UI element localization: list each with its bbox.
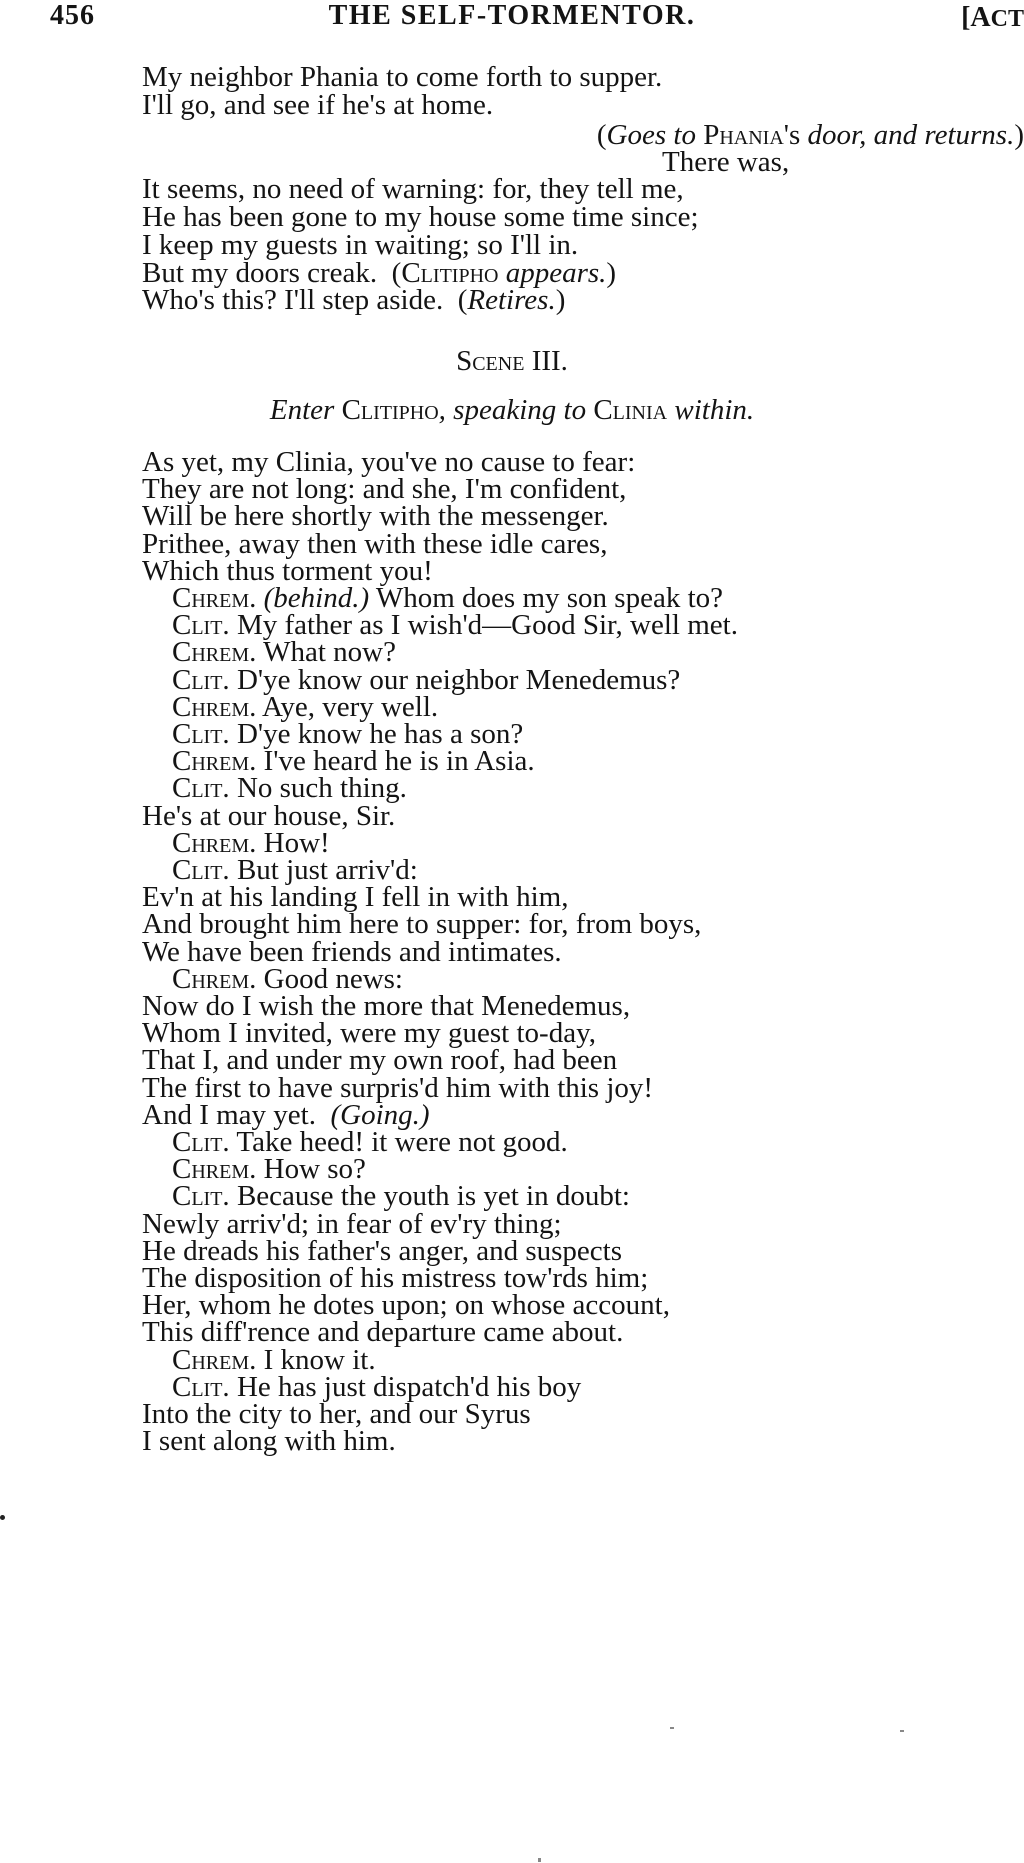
line-text: D'ye know our neighbor Menedemus?	[229, 664, 681, 696]
line-text: Take heed! it were not good.	[229, 1126, 568, 1158]
line-text: He dreads his father's anger, and suspects	[142, 1235, 622, 1267]
verse-line: He has been gone to my house some time since;	[142, 201, 699, 233]
line-text: Into the city to her, and our Syrus	[142, 1398, 531, 1430]
speaker-name: Chrem.	[172, 1344, 257, 1376]
line-text: I sent along with him.	[142, 1425, 396, 1457]
scene-heading: Scene III.	[456, 345, 568, 377]
line-text: No such thing.	[229, 772, 407, 804]
stage-direction: (behind.)	[263, 582, 370, 614]
line-text: Whom I invited, were my guest to-day,	[142, 1017, 596, 1049]
verse-line: Who's this? I'll step aside. (Retires.)	[142, 284, 566, 316]
page-speck	[900, 1730, 904, 1732]
speaker-name: Clit.	[172, 772, 230, 804]
scene-stage-direction: Enter Clitipho, speaking to Clinia within.	[269, 394, 755, 426]
line-text: He's at our house, Sir.	[142, 800, 396, 832]
stray-mark	[0, 1515, 5, 1520]
speaker-name: Chrem.	[172, 745, 257, 777]
line-text: Whom does my son speak to?	[369, 582, 724, 614]
speaker-name: Clit.	[172, 1126, 230, 1158]
verse-line	[142, 1424, 396, 1458]
verse-line: It seems, no need of warning: for, they tell me,	[142, 173, 684, 205]
verse-line: I keep my guests in waiting; so I'll in.	[142, 229, 579, 261]
speaker-name: Clit.	[172, 1371, 230, 1403]
stage-direction: (Going.)	[330, 1099, 430, 1131]
speaker-name: Chrem.	[172, 963, 257, 995]
speaker-name: Chrem.	[172, 582, 257, 614]
line-text: Will be here shortly with the messenger.	[142, 500, 609, 532]
line-text: He has just dispatch'd his boy	[229, 1371, 582, 1403]
line-text: I know it.	[256, 1344, 376, 1376]
line-text: This diff'rence and departure came about.	[142, 1316, 624, 1348]
line-text: That I, and under my own roof, had been	[142, 1044, 618, 1076]
speaker-name: Clit.	[172, 1180, 230, 1212]
line-text: The first to have surpris'd him with this joy!	[142, 1072, 654, 1104]
page-speck	[670, 1727, 674, 1729]
running-title: THE SELF-TORMENTOR.	[328, 0, 696, 31]
running-header	[0, 0, 1024, 40]
verse-line: My neighbor Phania to come forth to supper.	[142, 61, 663, 93]
line-text: But just arriv'd:	[229, 854, 418, 886]
speaker-name: Chrem.	[172, 1153, 257, 1185]
line-text: How!	[256, 827, 330, 859]
line-text: The disposition of his mistress tow'rds him;	[142, 1262, 649, 1294]
page-speck	[538, 1858, 541, 1862]
line-text: Prithee, away then with these idle cares,	[142, 528, 608, 560]
stage-direction: (Goes to Phania's door, and returns.)	[596, 119, 1024, 151]
speaker-name: Clit.	[172, 854, 230, 886]
line-text: How so?	[256, 1153, 366, 1185]
page-number: 456	[50, 0, 95, 31]
line-text: Which thus torment you!	[142, 555, 433, 587]
line-text: Aye, very well.	[256, 691, 439, 723]
verse-line: I'll go, and see if he's at home.	[142, 89, 494, 121]
speaker-name: Clit.	[172, 718, 230, 750]
line-text: My father as I wish'd—Good Sir, well met.	[229, 609, 738, 641]
act-label: [ACT	[961, 2, 1024, 33]
verse-line-continuation: There was,	[662, 146, 790, 178]
line-text: We have been friends and intimates.	[142, 936, 562, 968]
line-text: What now?	[256, 636, 396, 668]
line-text: As yet, my Clinia, you've no cause to fear:	[142, 446, 636, 478]
speaker-name: Chrem.	[172, 636, 257, 668]
line-text: And brought him here to supper: for, from boys,	[142, 908, 702, 940]
line-text: Her, whom he dotes upon; on whose account,	[142, 1289, 670, 1321]
line-text: I've heard he is in Asia.	[256, 745, 535, 777]
line-text: They are not long: and she, I'm confident,	[142, 473, 627, 505]
line-text: Because the youth is yet in doubt:	[229, 1180, 630, 1212]
speaker-name: Clit.	[172, 609, 230, 641]
speaker-name: Chrem.	[172, 691, 257, 723]
line-text: Good news:	[256, 963, 403, 995]
speaker-name: Clit.	[172, 664, 230, 696]
line-text: Now do I wish the more that Menedemus,	[142, 990, 631, 1022]
verse-line: But my doors creak. (Clitipho appears.)	[142, 257, 617, 289]
line-text: D'ye know he has a son?	[229, 718, 524, 750]
line-text: Ev'n at his landing I fell in with him,	[142, 881, 569, 913]
speaker-name: Chrem.	[172, 827, 257, 859]
line-text: And I may yet.	[142, 1099, 316, 1131]
line-text: Newly arriv'd; in fear of ev'ry thing;	[142, 1208, 562, 1240]
